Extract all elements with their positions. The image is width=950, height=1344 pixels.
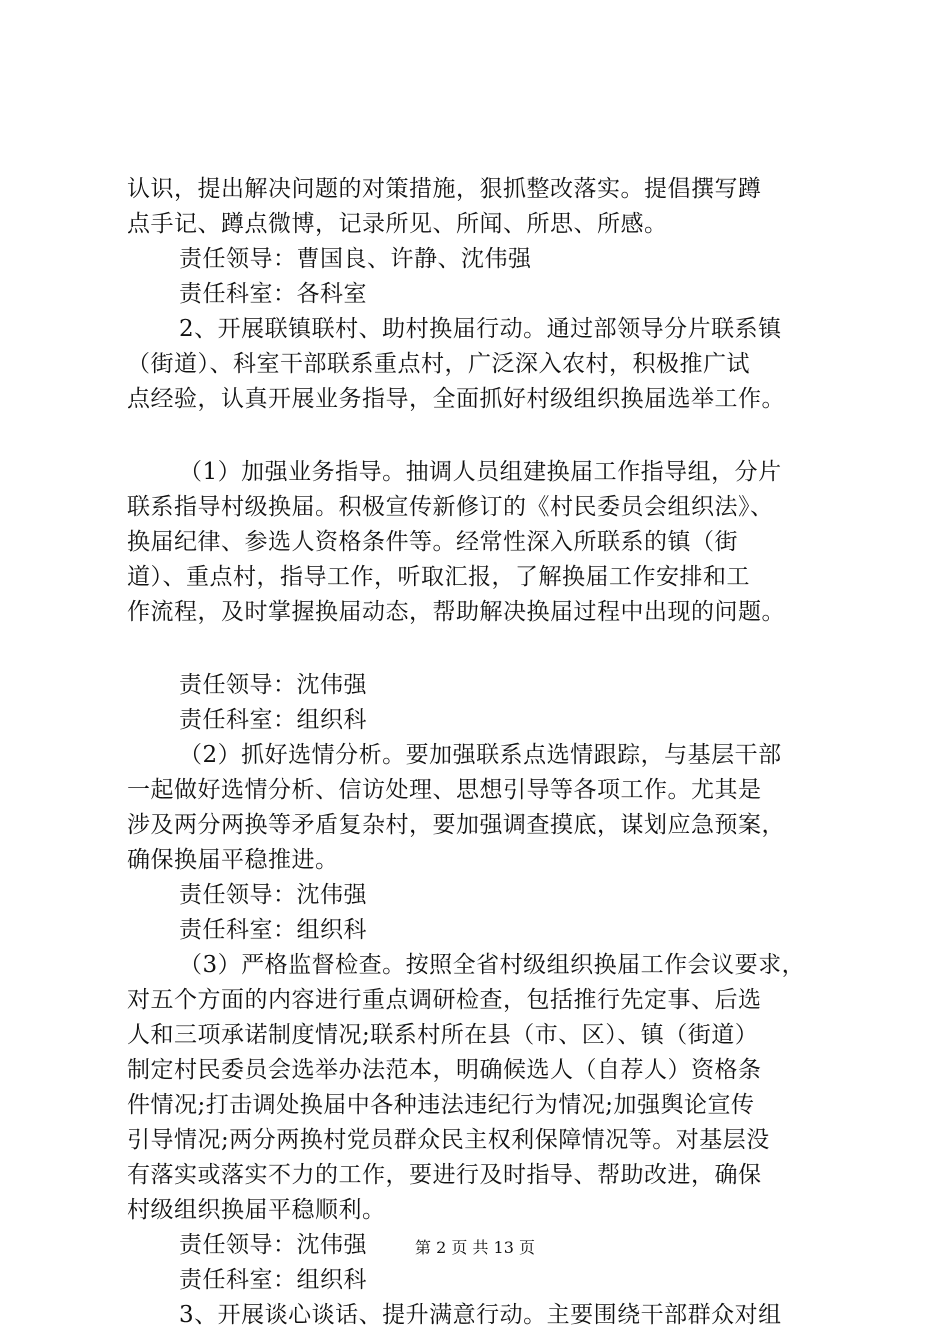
text-line: 制定村民委员会选举办法范本，明确候选人（自荐人）资格条: [127, 1057, 762, 1083]
section-heading-line: 3、开展谈心谈话、提升满意行动。主要围绕干部群众对组: [179, 1302, 782, 1328]
responsible-office-line: 责任科室：组织科: [179, 1267, 367, 1293]
subsection-heading-line: （3）严格监督检查。按照全省村级组织换届工作会议要求，: [179, 952, 806, 978]
text-line: 人和三项承诺制度情况;联系村所在县（市、区）、镇（街道）: [127, 1022, 759, 1048]
text-line: 对五个方面的内容进行重点调研检查，包括推行先定事、后选: [127, 987, 762, 1013]
responsible-leader-line: 责任领导：沈伟强: [179, 882, 367, 908]
responsible-leader-line: 责任领导：沈伟强: [179, 1232, 367, 1258]
paragraph-gap: [127, 417, 832, 455]
responsible-leader-line: 责任领导：曹国良、许静、沈伟强: [179, 246, 532, 272]
responsible-office-line: 责任科室：组织科: [179, 707, 367, 733]
text-line: 作流程，及时掌握换届动态，帮助解决换届过程中出现的问题。: [127, 599, 785, 625]
document-body: [127, 172, 832, 1333]
responsible-office-line: 责任科室：组织科: [179, 917, 367, 943]
page-number-label: 第 2 页 共 13 页: [415, 1238, 535, 1257]
responsible-office-line: 责任科室：各科室: [179, 281, 367, 307]
subsection-heading-line: （1）加强业务指导。抽调人员组建换届工作指导组，分片: [179, 459, 782, 485]
page-footer: [0, 1236, 950, 1260]
text-line: 点经验，认真开展业务指导，全面抓好村级组织换届选举工作。: [127, 386, 785, 412]
text-line: 点手记、蹲点微博，记录所见、所闻、所思、所感。: [127, 211, 668, 237]
paragraph-gap: [127, 630, 832, 668]
text-line: 确保换届平稳推进。: [127, 847, 339, 873]
text-line: 认识，提出解决问题的对策措施，狠抓整改落实。提倡撰写蹲: [127, 176, 762, 202]
text-line: 有落实或落实不力的工作，要进行及时指导、帮助改进，确保: [127, 1162, 762, 1188]
text-line: 引导情况;两分两换村党员群众民主权利保障情况等。对基层没: [127, 1127, 770, 1153]
text-line: 道）、重点村，指导工作，听取汇报，了解换届工作安排和工: [127, 564, 750, 590]
subsection-heading-line: （2）抓好选情分析。要加强联系点选情跟踪，与基层干部: [179, 742, 782, 768]
text-line: 一起做好选情分析、信访处理、思想引导等各项工作。尤其是: [127, 777, 762, 803]
text-line: 村级组织换届平稳顺利。: [127, 1197, 386, 1223]
responsible-leader-line: 责任领导：沈伟强: [179, 672, 367, 698]
text-line: 涉及两分两换等矛盾复杂村，要加强调查摸底，谋划应急预案，: [127, 812, 785, 838]
text-line: （街道）、科室干部联系重点村，广泛深入农村，积极推广试: [127, 351, 750, 377]
text-line: 件情况;打击调处换届中各种违法违纪行为情况;加强舆论宣传: [127, 1092, 755, 1118]
text-line: 换届纪律、参选人资格条件等。经常性深入所联系的镇（街: [127, 529, 738, 555]
section-heading-line: 2、开展联镇联村、助村换届行动。通过部领导分片联系镇: [179, 316, 782, 342]
text-line: 联系指导村级换届。积极宣传新修订的《村民委员会组织法》、: [127, 494, 774, 520]
